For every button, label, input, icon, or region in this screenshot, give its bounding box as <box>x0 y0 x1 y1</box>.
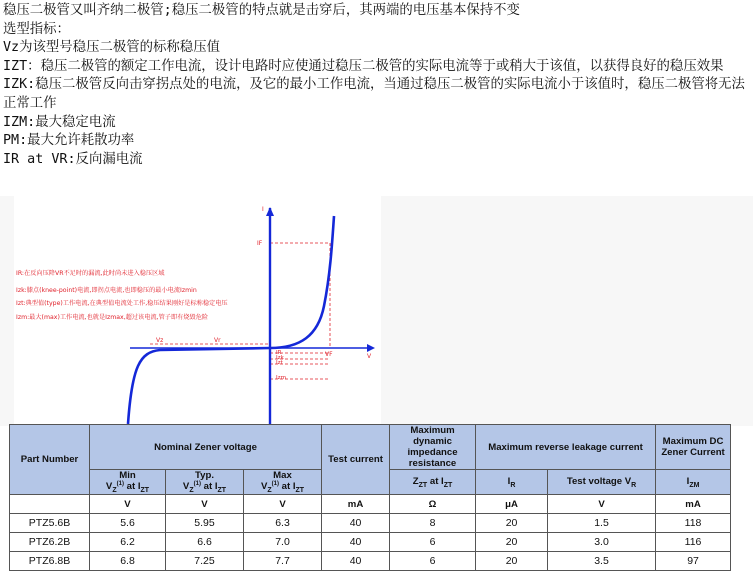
label-vr: Vr <box>214 337 221 344</box>
unit-cell: mA <box>322 495 390 514</box>
figure-panel <box>14 196 381 424</box>
table-row <box>10 533 731 552</box>
subheader-max: Max $V_Z^{(1)}$ at $I_{ZT}$ <box>244 470 322 495</box>
cell-value: 7.7 <box>244 552 322 571</box>
annotation-ir: IR:在反向压降VR不足时的漏流,此时尚未进入稳压区域 <box>16 270 165 277</box>
cell-part: PTZ6.2B <box>10 533 90 552</box>
cell-value: 20 <box>476 514 548 533</box>
cell-value: 6 <box>390 552 476 571</box>
cell-value: 3.5 <box>548 552 656 571</box>
zener-spec-table <box>9 424 731 571</box>
header-dc-zener-current: Maximum DC Zener Current <box>656 425 731 470</box>
cell-value: 6.6 <box>166 533 244 552</box>
cell-value: 6.2 <box>90 533 166 552</box>
note-line: IR at VR:反向漏电流 <box>3 151 143 167</box>
cell-value: 20 <box>476 552 548 571</box>
cell-value: 6 <box>390 533 476 552</box>
annotation-izm: Izm:最大(max)工作电流,也就是Izmax,超过该电流,管子即有烧毁危险 <box>16 314 209 321</box>
note-line: IZT：稳压二极管的额定工作电流，设计电路时应使通过稳压二极管的实际电流等于或稍大于该值，以获得良好的稳压效果 <box>3 58 724 74</box>
unit-cell: V <box>548 495 656 514</box>
unit-cell: V <box>244 495 322 514</box>
cell-value: 40 <box>322 533 390 552</box>
cell-value: 5.95 <box>166 514 244 533</box>
annotation-izk: Izk:膝点(knee-point)电流,即拐点电流,也即稳压的最小电流Izmin <box>16 287 197 294</box>
cell-value: 97 <box>656 552 731 571</box>
subheader-ir: $I_R$ <box>476 470 548 495</box>
unit-cell: mA <box>656 495 731 514</box>
table-row <box>10 552 731 571</box>
label-ir: IR <box>276 350 282 356</box>
cell-value: 40 <box>322 552 390 571</box>
subheader-typ: Typ. $V_Z^{(1)}$ at $I_{ZT}$ <box>166 470 244 495</box>
note-line: 稳压二极管又叫齐纳二极管;稳压二极管的特点就是击穿后，其两端的电压基本保持不变 <box>3 3 520 18</box>
label-izm: Izm <box>276 375 287 381</box>
subheader-test-voltage: Test voltage $V_R$ <box>548 470 656 495</box>
cell-value: 6.3 <box>244 514 322 533</box>
unit-part-blank <box>10 495 90 514</box>
cell-value: 116 <box>656 533 731 552</box>
cell-value: 6.8 <box>90 552 166 571</box>
label-vz: Vz <box>156 337 164 344</box>
cell-value: 20 <box>476 533 548 552</box>
cell-part: PTZ6.8B <box>10 552 90 571</box>
note-line: IZK:稳压二极管反向击穿拐点处的电流，及它的最小工作电流，当通过稳压二极管的实际电流小于该值时，稳压二极管将无法正常工作 <box>3 77 745 111</box>
cell-value: 40 <box>322 514 390 533</box>
note-line: 选型指标： <box>3 21 70 37</box>
units-row <box>10 495 731 514</box>
annotation-izt: Izt:典型值(type)工作电流,在典型值电流处工作,稳压结果刚好是标称稳定电压 <box>16 300 228 307</box>
note-line: PM:最大允许耗散功率 <box>3 133 135 149</box>
cell-part: PTZ5.6B <box>10 514 90 533</box>
table-row <box>10 514 731 533</box>
subheader-min: Min $V_Z^{(1)}$ at $I_{ZT}$ <box>90 470 166 495</box>
header-part-number: Part Number <box>10 425 90 495</box>
unit-cell: V <box>166 495 244 514</box>
label-izk: Izk <box>276 355 284 361</box>
note-line: Vz为该型号稳压二极管的标称稳压值 <box>3 40 220 56</box>
cell-value: 8 <box>390 514 476 533</box>
header-reverse-leakage: Maximum reverse leakage current <box>476 425 656 470</box>
subheader-izm: $I_{ZM}$ <box>656 470 731 495</box>
label-vf: VF <box>325 351 333 358</box>
axis-i-label: I <box>262 206 264 213</box>
cell-value: 3.0 <box>548 533 656 552</box>
unit-cell: μA <box>476 495 548 514</box>
cell-value: 5.6 <box>90 514 166 533</box>
header-dynamic-impedance: Maximum dynamic impedance resistance <box>390 425 476 470</box>
unit-cell: V <box>90 495 166 514</box>
cell-value: 7.25 <box>166 552 244 571</box>
cell-value: 7.0 <box>244 533 322 552</box>
label-if: IF <box>257 240 263 247</box>
cell-value: 118 <box>656 514 731 533</box>
zener-iv-curve-figure <box>0 196 753 426</box>
note-line: IZM:最大稳定电流 <box>3 114 116 130</box>
notes-text <box>3 2 753 169</box>
header-nominal-zener-voltage: Nominal Zener voltage <box>90 425 322 470</box>
subheader-zzt: $Z_{ZT}$ at $I_{ZT}$ <box>390 470 476 495</box>
cell-value: 1.5 <box>548 514 656 533</box>
header-test-current: Test current <box>322 425 390 495</box>
axis-v-label: V <box>367 353 372 360</box>
unit-cell: Ω <box>390 495 476 514</box>
label-izt: Izt <box>276 360 283 366</box>
